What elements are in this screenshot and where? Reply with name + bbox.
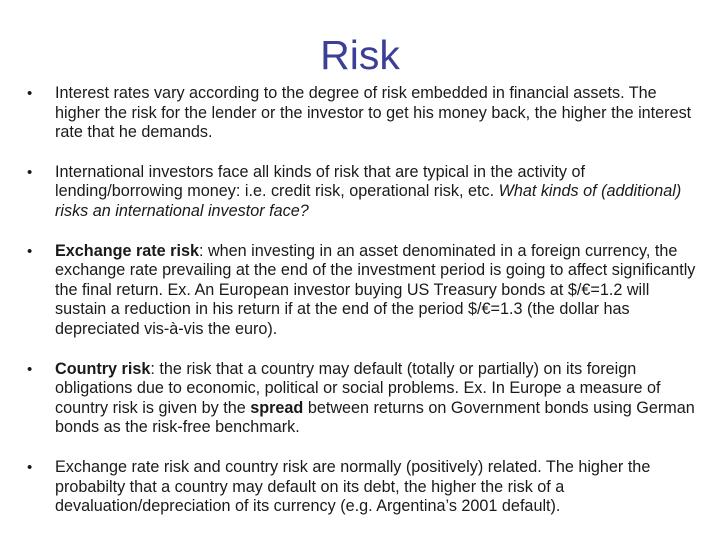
bullet-text: : the risk that a country may default (totally or partially) on its foreign obligations due to economic, political or social problems. Ex. In Europe a measure of country risk is given by the bbox=[55, 359, 661, 417]
slide-title: Risk bbox=[320, 32, 400, 78]
bullet-icon: • bbox=[27, 85, 33, 102]
bullet-item-interest-rates bbox=[0, 84, 720, 143]
bullet-text-continued: between returns on Government bonds using German bonds as the risk-free benchmark. bbox=[55, 398, 695, 437]
bullet-icon: • bbox=[27, 242, 33, 260]
bullet-list bbox=[0, 84, 720, 537]
bullet-text: Interest rates vary according to the degree of risk embedded in financial assets. The higher the risk for the lender or the investor to get his money back, the higher the interest rate that he demands. bbox=[55, 84, 692, 142]
bullet-icon: • bbox=[27, 458, 33, 476]
bullet-term: Country risk bbox=[55, 359, 151, 378]
bullet-term-spread: spread bbox=[250, 398, 304, 417]
bullet-text: : when investing in an asset denominated in a foreign currency, the exchange rate prevailing at the end of the investment period is going to affect significantly the final return. Ex. An European investor buying US Treasury bonds at $/€=1.2 will sustain a reduction in his return if at the end of the period $/€=1.3 (the dollar has depreciated vis-à-vis the euro). bbox=[55, 241, 696, 338]
bullet-item-country-risk bbox=[0, 360, 720, 438]
bullet-question: What kinds of (additional) risks an international investor face? bbox=[55, 182, 682, 220]
bullet-item-international-investors bbox=[0, 163, 720, 222]
bullet-icon: • bbox=[27, 360, 33, 378]
bullet-text: International investors face all kinds of risk that are typical in the activity of lending/borrowing money: i.e. credit risk, operational risk, etc. bbox=[55, 162, 585, 201]
bullet-text: Exchange rate risk and country risk are normally (positively) related. The higher the probabilty that a country may default on its debt, the higher the risk of a devaluation/depreciation of its currency (e.g. Argentina’s 2001 default). bbox=[55, 457, 651, 516]
bullet-item-exchange-rate-risk bbox=[0, 242, 720, 340]
bullet-icon: • bbox=[27, 163, 33, 181]
bullet-item-related-risks bbox=[0, 458, 720, 517]
bullet-term: Exchange rate risk bbox=[55, 241, 199, 260]
